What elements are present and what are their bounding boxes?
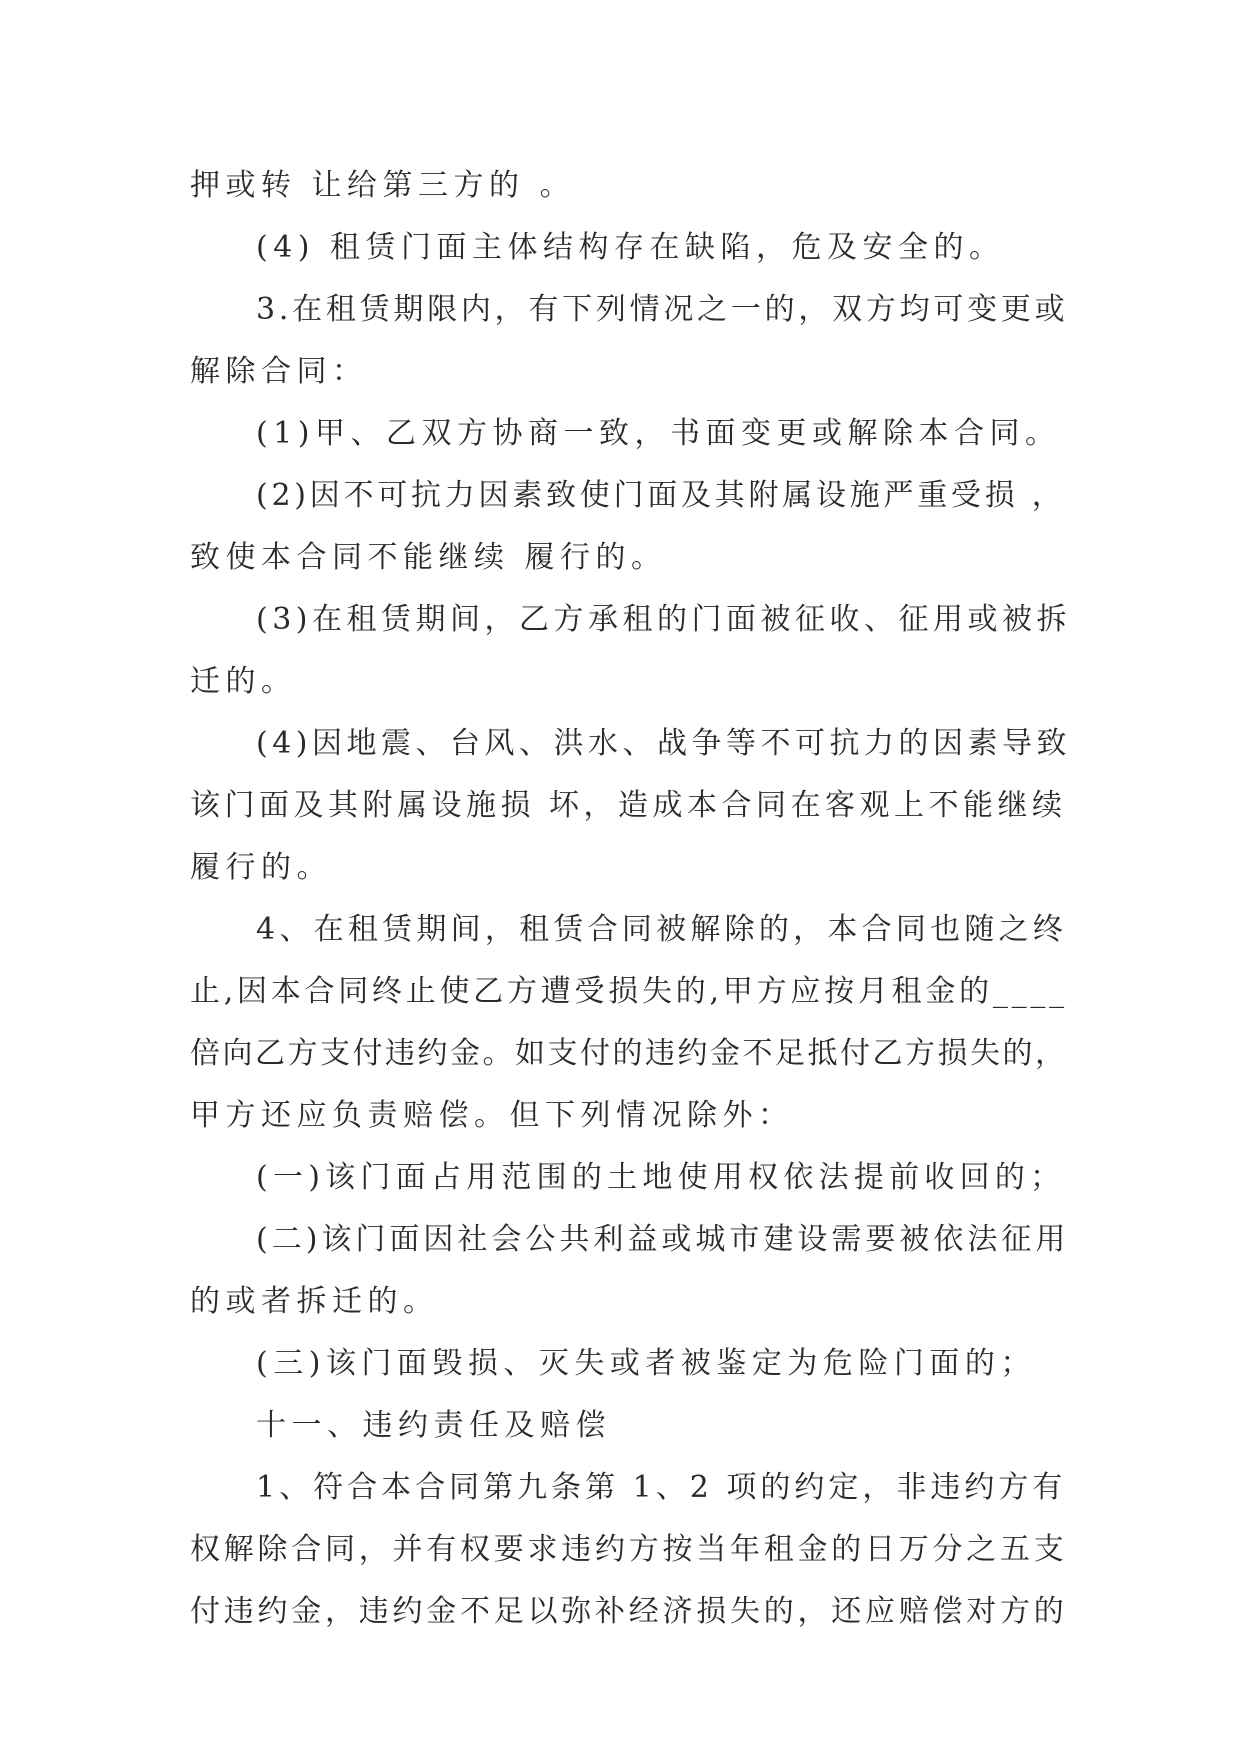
text-line: 权解除合同，并有权要求违约方按当年租金的日万分之五支 bbox=[190, 1532, 1068, 1567]
text-line: 解除合同： bbox=[190, 354, 368, 389]
text-line: 该门面及其附属设施损 坏，造成本合同在客观上不能继续 bbox=[190, 788, 1067, 823]
text-line: 1、符合本合同第九条第 1、2 项的约定，非违约方有 bbox=[256, 1470, 1067, 1505]
text-line: (1)甲、乙双方协商一致，书面变更或解除本合同。 bbox=[256, 416, 1061, 451]
text-line: 致使本合同不能继续 履行的。 bbox=[190, 540, 667, 575]
text-line: (二)该门面因社会公共利益或城市建设需要被依法征用 bbox=[256, 1222, 1070, 1257]
text-line: 履行的。 bbox=[190, 850, 332, 885]
text-line: 迁的。 bbox=[190, 664, 297, 699]
text-line: (4)因地震、台风、洪水、战争等不可抗力的因素导致 bbox=[256, 726, 1071, 761]
text-line: (3)在租赁期间，乙方承租的门面被征收、征用或被拆 bbox=[256, 602, 1071, 637]
text-line: 3.在租赁期限内，有下列情况之一的，双方均可变更或 bbox=[256, 292, 1069, 327]
text-line: (一)该门面占用范围的土地使用权依法提前收回的； bbox=[256, 1160, 1066, 1195]
text-line: 的或者拆迁的。 bbox=[190, 1284, 439, 1319]
text-line: 4、在租赁期间，租赁合同被解除的，本合同也随之终 bbox=[256, 912, 1068, 947]
text-line: 押或转 让给第三方的 。 bbox=[190, 168, 576, 203]
text-line: 付违约金，违约金不足以弥补经济损失的，还应赔偿对方的 bbox=[190, 1594, 1068, 1629]
text-line: (三)该门面毁损、灭失或者被鉴定为危险门面的； bbox=[256, 1346, 1036, 1381]
text-line: 止,因本合同终止使乙方遭受损失的,甲方应按月租金的____ bbox=[190, 974, 1068, 1009]
section-heading: 十一、违约责任及赔偿 bbox=[256, 1408, 611, 1443]
text-line: 倍向乙方支付违约金。如支付的违约金不足抵付乙方损失的， bbox=[190, 1036, 1068, 1071]
text-line: 甲方还应负责赔偿。但下列情况除外： bbox=[190, 1098, 794, 1133]
text-line: (4) 租赁门面主体结构存在缺陷，危及安全的。 bbox=[256, 230, 1005, 265]
text-line: (2)因不可抗力因素致使门面及其附属设施严重受损 ， bbox=[256, 478, 1066, 513]
